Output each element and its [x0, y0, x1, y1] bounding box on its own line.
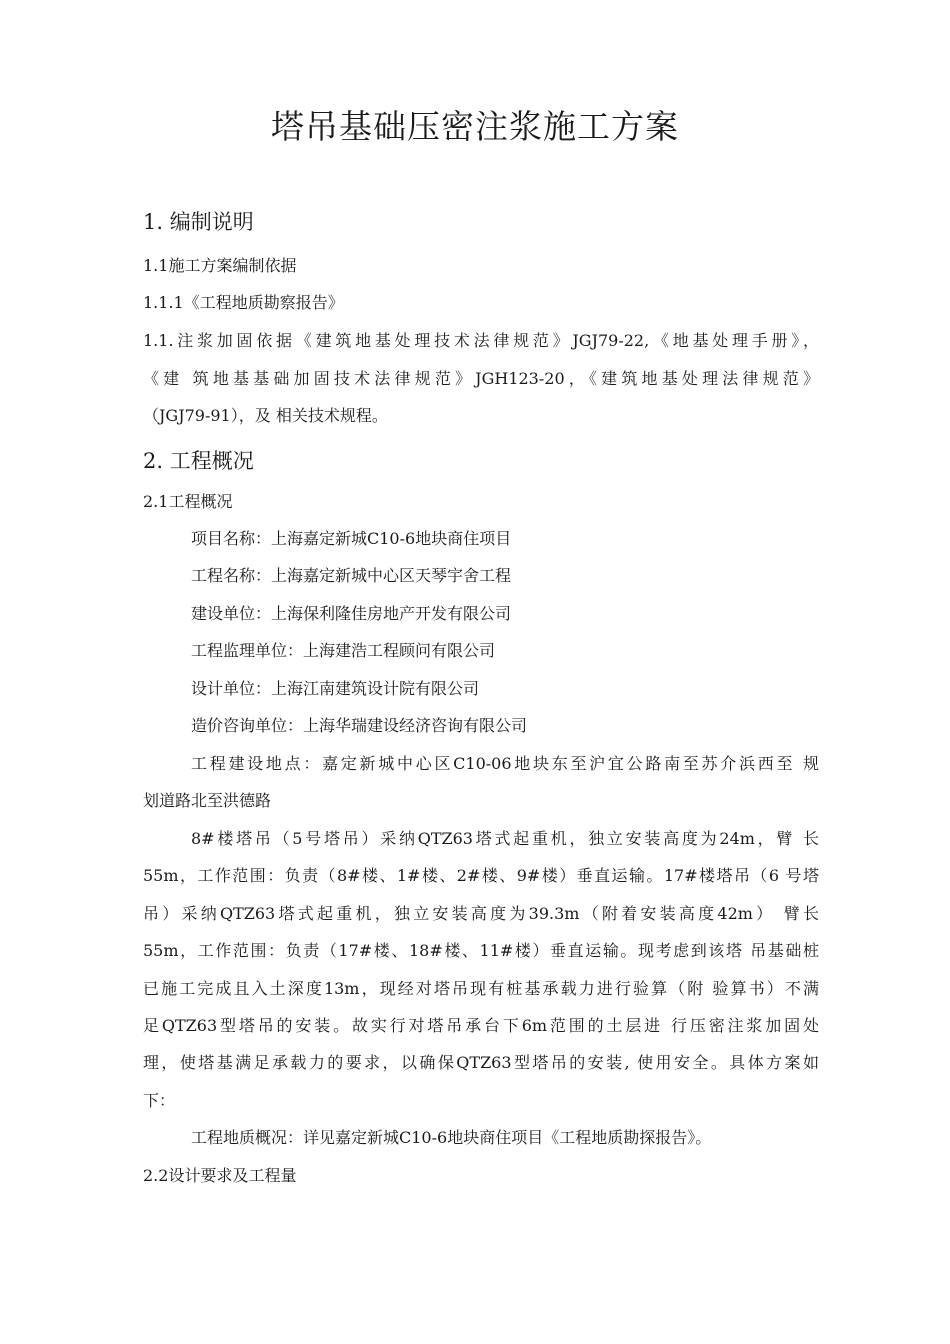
subsection-2-1: 2.1工程概况	[143, 492, 233, 511]
description-line: 吊）采纳QTZ63塔式起重机，独立安装高度为39.3m（附着安装高度42m） 臂长	[143, 904, 819, 923]
description-line: 8#楼塔吊（5号塔吊）采纳QTZ63塔式起重机，独立安装高度为24m，臂 长	[191, 829, 819, 848]
geology-line: 工程地质概况：详见嘉定新城C10-6地块商住项目《工程地质勘探报告》。	[191, 1128, 712, 1147]
description-line: 55m，工作范围：负责（8#楼、1#楼、2#楼、9#楼）垂直运输。17#楼塔吊（6 号塔	[143, 866, 819, 885]
description-line: 55m，工作范围：负责（17#楼、18#楼、11#楼）垂直运输。现考虑到该塔 吊基础桩	[143, 941, 819, 960]
basis-line: 《建 筑地基基础加固技术法律规范》JGH123-20，《建筑地基处理法律规范》	[143, 369, 819, 388]
subsection-1-1-1: 1.1.1《工程地质勘察报告》	[143, 293, 344, 312]
description-line: 已施工完成且入土深度13m，现经对塔吊现有桩基承载力进行验算（附 验算书）不满	[143, 979, 819, 998]
description-line: 理，使塔基满足承载力的要求，以确保QTZ63型塔吊的安装, 使用安全。具体方案如	[143, 1053, 819, 1072]
project-info-item: 项目名称：上海嘉定新城C10-6地块商住项目	[191, 529, 512, 548]
description-line: 足QTZ63型塔吊的安装。故实行对塔吊承台下6m范围的土层进 行压密注浆加固处	[143, 1016, 819, 1035]
project-info-item: 设计单位：上海江南建筑设计院有限公司	[191, 679, 480, 698]
project-info-item: 造价咨询单位：上海华瑞建设经济咨询有限公司	[191, 716, 528, 735]
basis-line: 1.1.注浆加固依据《建筑地基处理技术法律规范》JGJ79-22,《地基处理手册》，	[143, 331, 819, 350]
document-title: 塔吊基础压密注浆施工方案	[271, 107, 679, 146]
location-line: 划道路北至洪德路	[143, 791, 272, 810]
subsection-2-2: 2.2设计要求及工程量	[143, 1166, 297, 1185]
description-line: 下：	[143, 1091, 176, 1110]
location-line: 工程建设地点：嘉定新城中心区C10-06地块东至沪宜公路南至苏介浜西至 规	[191, 754, 819, 773]
section-heading-1: 1. 编制说明	[143, 210, 254, 234]
project-info-item: 工程监理单位：上海建浩工程顾问有限公司	[191, 641, 496, 660]
basis-line: （JGJ79-91），及 相关技术规程。	[143, 406, 388, 425]
project-info-item: 建设单位：上海保利隆佳房地产开发有限公司	[191, 604, 512, 623]
subsection-1-1: 1.1施工方案编制依据	[143, 256, 297, 275]
section-heading-2: 2. 工程概况	[143, 449, 254, 473]
project-info-item: 工程名称：上海嘉定新城中心区天琴宇舍工程	[191, 566, 512, 585]
